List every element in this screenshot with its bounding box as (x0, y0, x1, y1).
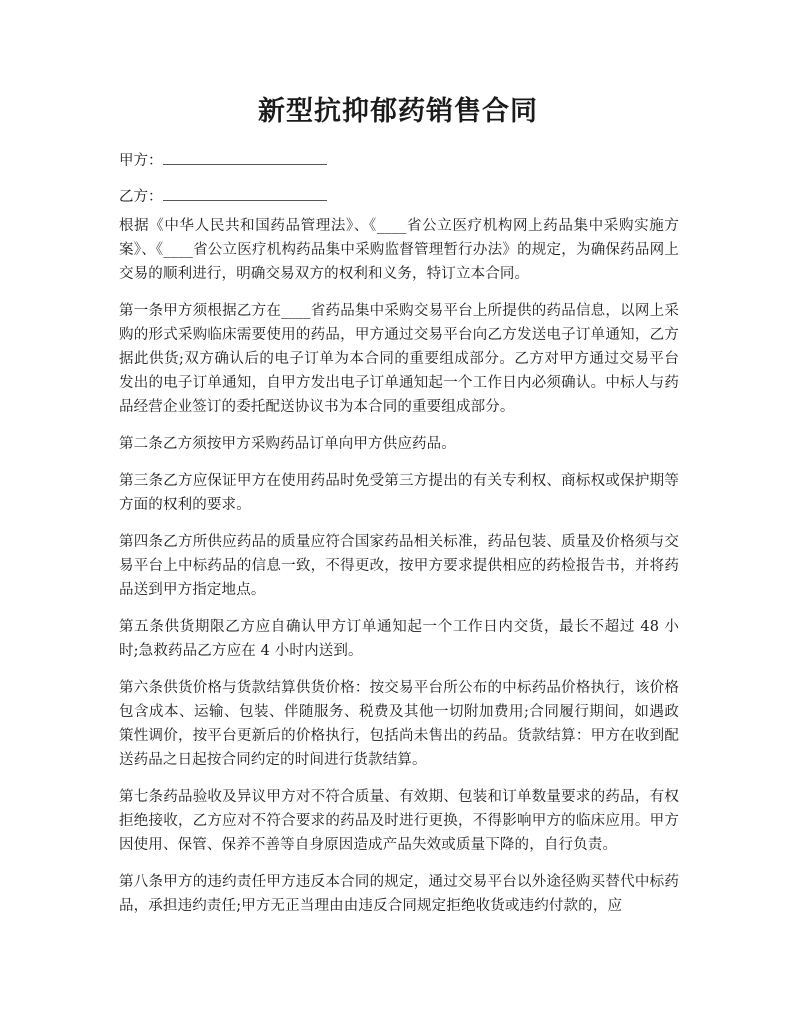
party-b-line (119, 187, 327, 207)
party-b-blank (163, 188, 327, 201)
article-8-paragraph: 第八条甲方的违约责任甲方违反本合同的规定，通过交易平台以外途径购买替代中标药品，承担违约责任;甲方无正当理由由违反合同规定拒绝收货或违约付款的，应 (119, 874, 679, 914)
party-a-label: 甲方： (119, 153, 163, 169)
preamble-paragraph: 根据《中华人民共和国药品管理法》、《____省公立医疗机构网上药品集中采购实施方案》、《____省公立医疗机构药品集中采购监督管理暂行办法》的规定，为确保药品网上交易的顺利进行，明确交易双方的权利和义务，特订立本合同。 (119, 218, 679, 282)
article-7-paragraph: 第七条药品验收及异议甲方对不符合质量、有效期、包装和订单数量要求的药品，有权拒绝接收，乙方应对不符合要求的药品及时进行更换，不得影响甲方的临床应用。甲方因使用、保管、保养不善等自身原因造成产品失效或质量下降的，自行负责。 (119, 789, 679, 853)
article-2-paragraph: 第二条乙方须按甲方采购药品订单向甲方供应药品。 (119, 436, 456, 452)
article-3-paragraph: 第三条乙方应保证甲方在使用药品时免受第三方提出的有关专利权、商标权或保护期等方面的权利的要求。 (119, 473, 679, 513)
article-5-paragraph: 第五条供货期限乙方应自确认甲方订单通知起一个工作日内交货，最长不超过 48 小时;急救药品乙方应在 4 小时内送到。 (119, 619, 679, 659)
party-b-label: 乙方： (119, 189, 163, 205)
document-title: 新型抗抑郁药销售合同 (258, 96, 538, 127)
article-4-paragraph: 第四条乙方所供应药品的质量应符合国家药品相关标准，药品包装、质量及价格须与交易平台上中标药品的信息一致，不得更改，按甲方要求提供相应的药检报告书，并将药品送到甲方指定地点。 (119, 534, 679, 598)
party-a-blank (163, 152, 327, 165)
article-6-paragraph: 第六条供货价格与货款结算供货价格：按交易平台所公布的中标药品价格执行，该价格包含成本、运输、包装、伴随服务、税费及其他一切附加费用;合同履行期间，如遇政策性调价，按平台更新后的价格执行，包括尚未售出的药品。货款结算：甲方在收到配送药品之日起按合同约定的时间进行货款结算。 (119, 680, 679, 768)
article-1-paragraph: 第一条甲方须根据乙方在____省药品集中采购交易平台上所提供的药品信息，以网上采购的形式采购临床需要使用的药品，甲方通过交易平台向乙方发送电子订单通知，乙方据此供货;双方确认后的电子订单为本合同的重要组成部分。乙方对甲方通过交易平台发出的电子订单通知，自甲方发出电子订单通知起一个工作日内必须确认。中标人与药品经营企业签订的委托配送协议书为本合同的重要组成部分。 (119, 303, 679, 415)
party-a-line (119, 151, 327, 171)
contract-body (119, 214, 679, 931)
